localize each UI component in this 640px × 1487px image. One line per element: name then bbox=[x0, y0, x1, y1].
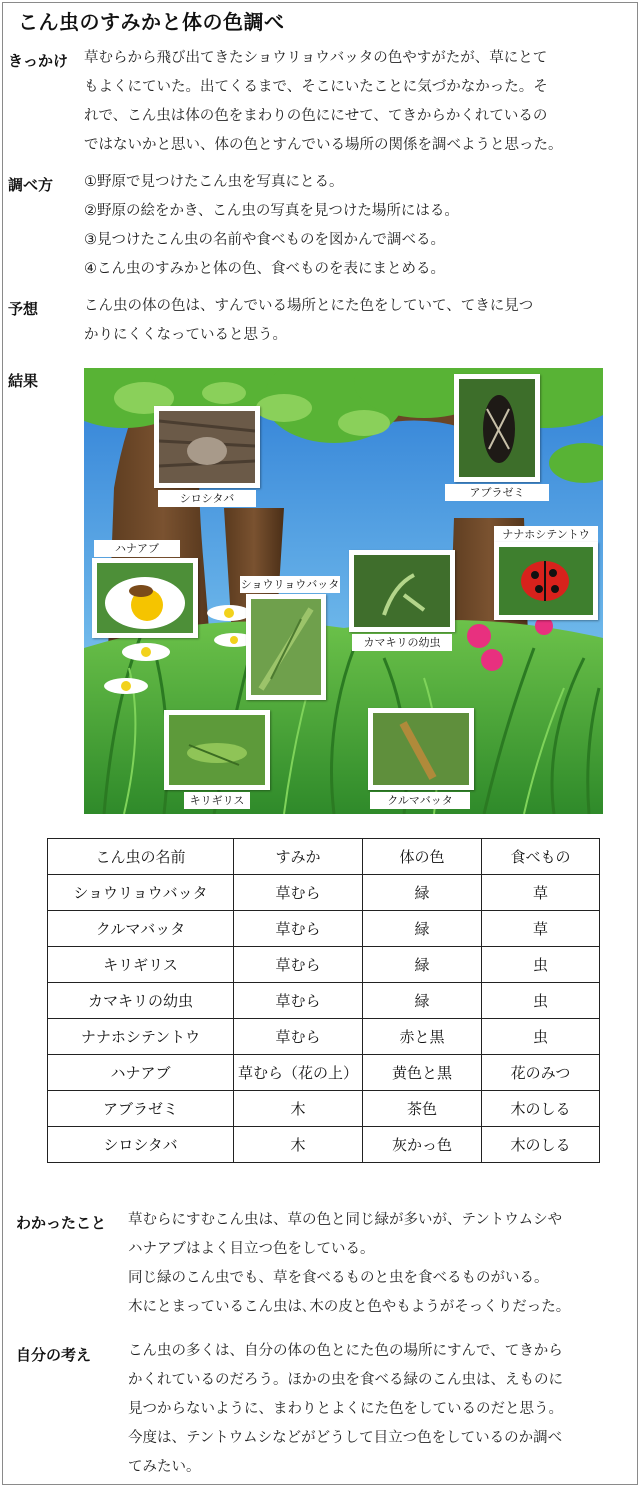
shirabekata-text bbox=[84, 168, 459, 284]
opinion-line: てみたい。 bbox=[128, 1459, 201, 1475]
opinion-line: 見つからないように、まわりとよくにた色をしているのだと思う。 bbox=[128, 1401, 563, 1417]
photo-kirigirisu bbox=[164, 710, 270, 790]
caption-kuruma: クルマバッタ bbox=[370, 792, 470, 809]
caption-hanaabu: ハナアブ bbox=[94, 540, 180, 557]
table-cell: 黄色と黒 bbox=[363, 1055, 482, 1091]
label-kangae: 自分の考え bbox=[16, 1346, 92, 1364]
table-cell: 木 bbox=[234, 1091, 363, 1127]
caption-kamakiri: カマキリの幼虫 bbox=[352, 634, 452, 651]
kangae-text bbox=[128, 1337, 563, 1482]
table-row bbox=[48, 947, 600, 983]
method-step: ④こん虫のすみかと体の色、食べものを表にまとめる。 bbox=[84, 261, 445, 277]
table-cell: 草むら bbox=[234, 911, 363, 947]
label-kikkake: きっかけ bbox=[8, 52, 69, 70]
label-yosou: 予想 bbox=[8, 300, 39, 318]
table-row bbox=[48, 1019, 600, 1055]
method-step: ②野原の絵をかき、こん虫の写真を見つけた場所にはる。 bbox=[84, 203, 459, 219]
caption-nanahoshi: ナナホシテントウ bbox=[494, 526, 598, 543]
kikkake-line: もよくにていた。出てくるまで、そこにいたことに気づかなかった。そ bbox=[84, 79, 548, 95]
caption-aburazemi: アブラゼミ bbox=[445, 484, 549, 501]
column-header: こん虫の名前 bbox=[48, 839, 234, 875]
table-row bbox=[48, 983, 600, 1019]
hoverfly-on-flower-image bbox=[97, 563, 193, 633]
finding-line: 同じ緑のこん虫でも、草を食べるものと虫を食べるものがいる。 bbox=[128, 1270, 549, 1286]
table-row bbox=[48, 1127, 600, 1163]
table-cell: ショウリョウバッタ bbox=[48, 875, 234, 911]
table-cell: カマキリの幼虫 bbox=[48, 983, 234, 1019]
table-cell: 虫 bbox=[482, 983, 600, 1019]
grasshopper-image bbox=[251, 599, 321, 695]
table-cell: 虫 bbox=[482, 947, 600, 983]
table-cell: 赤と黒 bbox=[363, 1019, 482, 1055]
finding-line: 木にとまっているこん虫は､木の皮と色やもようがそっくりだった。 bbox=[128, 1299, 571, 1315]
results-table bbox=[47, 838, 600, 1163]
column-header: 食べもの bbox=[482, 839, 600, 875]
table-header-row bbox=[48, 839, 600, 875]
finding-line: 草むらにすむこん虫は、草の色と同じ緑が多いが、テントウムシや bbox=[128, 1212, 563, 1228]
table-cell: 緑 bbox=[363, 911, 482, 947]
table-cell: アブラゼミ bbox=[48, 1091, 234, 1127]
caption-shiroshitaba: シロシタバ bbox=[158, 490, 256, 507]
label-wakatta: わかったこと bbox=[16, 1214, 107, 1232]
label-shirabekata: 調べ方 bbox=[8, 176, 54, 194]
kikkake-line: 草むらから飛び出てきたショウリョウバッタの色やすがたが、草にとて bbox=[84, 50, 548, 66]
photo-nanahoshi bbox=[494, 542, 598, 620]
table-cell: 緑 bbox=[363, 947, 482, 983]
table-cell: 草むら（花の上） bbox=[234, 1055, 363, 1091]
table-row bbox=[48, 911, 600, 947]
ladybug-image bbox=[499, 547, 593, 615]
table-cell: 花のみつ bbox=[482, 1055, 600, 1091]
table-row bbox=[48, 1091, 600, 1127]
table-cell: クルマバッタ bbox=[48, 911, 234, 947]
opinion-line: こん虫の多くは、自分の体の色とにた色の場所にすんで、てきから bbox=[128, 1343, 563, 1359]
moth-on-bark-image bbox=[159, 411, 255, 483]
caption-kirigirisu: キリギリス bbox=[184, 792, 250, 809]
photo-hanaabu bbox=[92, 558, 198, 638]
kikkake-text bbox=[84, 44, 563, 160]
table-cell: 草むら bbox=[234, 1019, 363, 1055]
table-cell: 草むら bbox=[234, 875, 363, 911]
table-cell: 緑 bbox=[363, 983, 482, 1019]
table-cell: 草むら bbox=[234, 947, 363, 983]
caption-shouryou: ショウリョウバッタ bbox=[240, 578, 340, 591]
table-cell: 緑 bbox=[363, 875, 482, 911]
column-header: すみか bbox=[234, 839, 363, 875]
table-cell: シロシタバ bbox=[48, 1127, 234, 1163]
mantis-nymph-image bbox=[354, 555, 450, 627]
label-kekka: 結果 bbox=[8, 372, 39, 390]
table-cell: 茶色 bbox=[363, 1091, 482, 1127]
katydid-image bbox=[169, 715, 265, 785]
method-step: ①野原で見つけたこん虫を写真にとる。 bbox=[84, 174, 344, 190]
table-row bbox=[48, 875, 600, 911]
kikkake-line: れで、こん虫は体の色をまわりの色ににせて、てきからかくれているの bbox=[84, 108, 548, 124]
photo-shouryou bbox=[246, 594, 326, 700]
table-cell: ナナホシテントウ bbox=[48, 1019, 234, 1055]
table-cell: 木 bbox=[234, 1127, 363, 1163]
yosou-text bbox=[84, 292, 533, 350]
cicada-image bbox=[459, 379, 535, 477]
method-step: ③見つけたこん虫の名前や食べものを図かんで調べる。 bbox=[84, 232, 445, 248]
kikkake-line: ではないかと思い、体の色とすんでいる場所の関係を調べようと思った。 bbox=[84, 137, 563, 153]
photo-aburazemi bbox=[454, 374, 540, 482]
yosou-line: かりにくくなっていると思う。 bbox=[84, 327, 287, 343]
habitat-illustration bbox=[84, 368, 603, 814]
table-cell: 虫 bbox=[482, 1019, 600, 1055]
wakatta-text bbox=[128, 1206, 570, 1322]
column-header: 体の色 bbox=[363, 839, 482, 875]
photo-kamakiri bbox=[349, 550, 455, 632]
table-cell: 草 bbox=[482, 875, 600, 911]
table-cell: 木のしる bbox=[482, 1127, 600, 1163]
page-title: こん虫のすみかと体の色調べ bbox=[18, 12, 285, 34]
photo-kuruma bbox=[368, 708, 474, 790]
photo-shiroshitaba bbox=[154, 406, 260, 488]
opinion-line: 今度は、テントウムシなどがどうして目立つ色をしているのか調べ bbox=[128, 1430, 563, 1446]
finding-line: ハナアブはよく目立つ色をしている。 bbox=[128, 1241, 375, 1257]
table-cell: キリギリス bbox=[48, 947, 234, 983]
table-cell: ハナアブ bbox=[48, 1055, 234, 1091]
opinion-line: かくれているのだろう。ほかの虫を食べる緑のこん虫は、えものに bbox=[128, 1372, 563, 1388]
table-cell: 木のしる bbox=[482, 1091, 600, 1127]
band-winged-grasshopper-image bbox=[373, 713, 469, 785]
yosou-line: こん虫の体の色は、すんでいる場所とにた色をしていて、てきに見つ bbox=[84, 298, 534, 314]
table-cell: 草むら bbox=[234, 983, 363, 1019]
table-row bbox=[48, 1055, 600, 1091]
table-cell: 草 bbox=[482, 911, 600, 947]
table-cell: 灰かっ色 bbox=[363, 1127, 482, 1163]
